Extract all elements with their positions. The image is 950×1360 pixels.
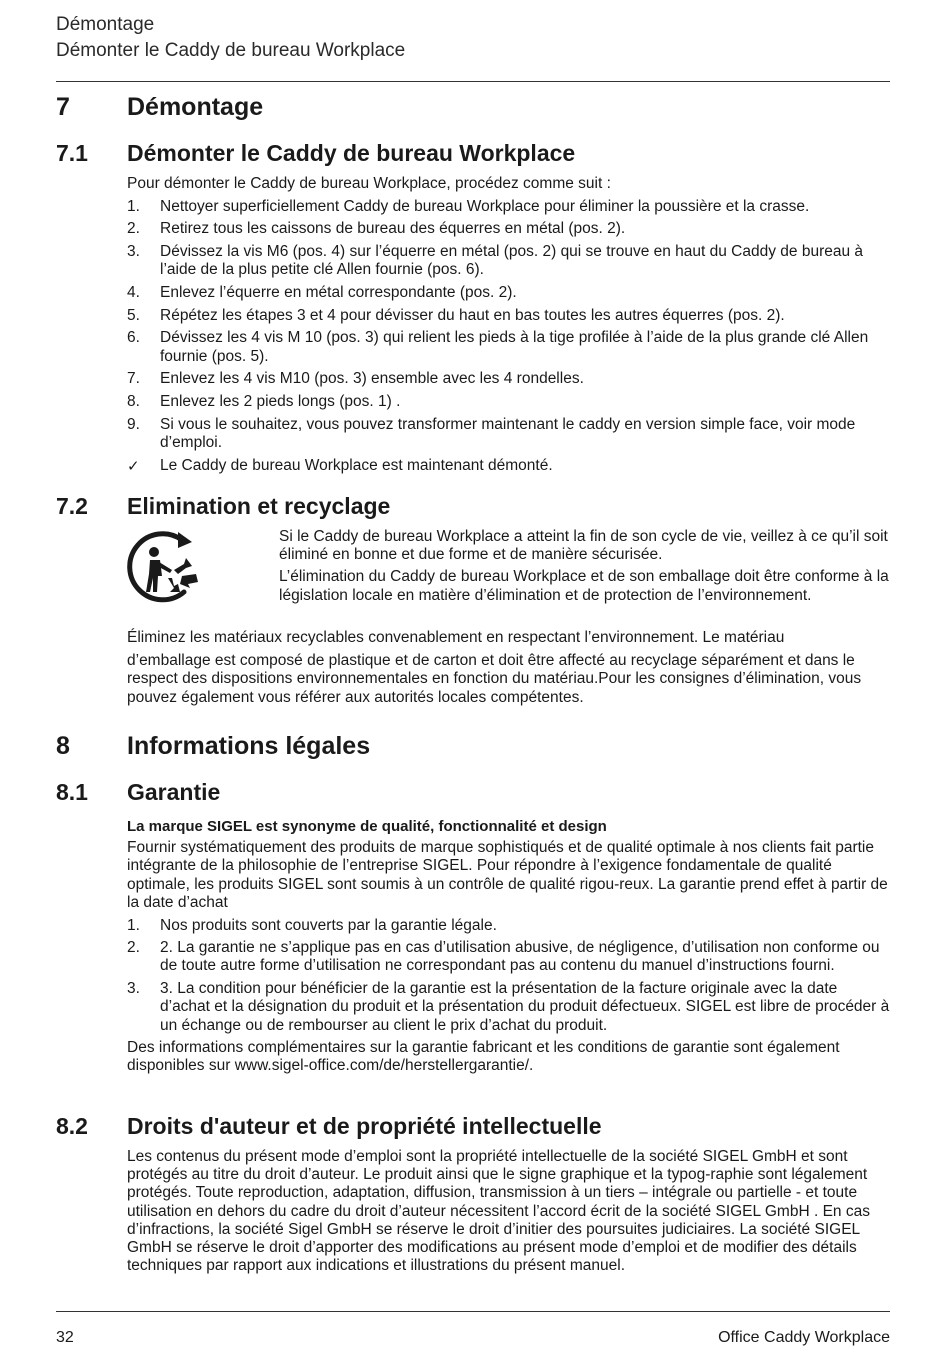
- step-number: 3.: [127, 243, 140, 261]
- section-8-2-body: [127, 1148, 891, 1275]
- item-text: 3. La condition pour bénéficier de la garantie est la présentation de la facture originale avec la date d’achat et la désignation du produit et la présentation du produit défectueux. SIGEL est libre de procéder à un échange ou de rembourser au client le prix d’achat du produit.: [160, 980, 890, 1034]
- step-text: Répétez les étapes 3 et 4 pour dévisser du haut en bas toutes les autres équerres (pos. 2).: [160, 306, 785, 324]
- recycling-paragraph-2: d’emballage est composé de plastique et de carton et doit être affecté au recyclage séparément et dans le respect des dispositions environnementales en fonction du matériau.Pour les consignes d’élimination, vous pouvez également vous référer aux autorités locales compétentes.: [127, 652, 862, 706]
- disassembly-steps: [127, 198, 891, 452]
- list-item: [127, 329, 891, 365]
- guarantee-list: [127, 917, 891, 1035]
- step-number: 4.: [127, 284, 140, 302]
- intro-text: Pour démonter le Caddy de bureau Workplace, procédez comme suit :: [127, 175, 611, 192]
- step-number: 8.: [127, 393, 140, 411]
- step-number: 1.: [127, 197, 140, 215]
- result-line: [127, 457, 891, 475]
- list-item: [127, 393, 891, 411]
- step-number: 5.: [127, 306, 140, 324]
- section-number: 7.2: [56, 493, 88, 519]
- chapter-title: Informations légales: [127, 732, 371, 760]
- header-rule: [56, 81, 890, 82]
- step-text: Enlevez les 4 vis M10 (pos. 3) ensemble avec les 4 rondelles.: [160, 370, 584, 388]
- list-item: [127, 939, 891, 975]
- step-number: 2.: [127, 220, 140, 238]
- list-item: [127, 243, 891, 279]
- section-number: 7.1: [56, 140, 88, 166]
- step-text: Si vous le souhaitez, vous pouvez transformer maintenant le caddy en version simple face, voir mode d’emploi.: [160, 415, 856, 451]
- step-text: Enlevez l’équerre en métal correspondante (pos. 2).: [160, 284, 517, 302]
- step-text: Dévissez la vis M6 (pos. 4) sur l’équerre en métal (pos. 2) qui se trouve en haut du Caddy de bureau à l’aide de la plus petite clé Allen fournie (pos. 6).: [160, 243, 864, 279]
- list-item: [127, 917, 891, 935]
- step-number: 6.: [127, 329, 140, 347]
- chapter-number: 8: [56, 732, 70, 760]
- item-text: 2. La garantie ne s’applique pas en cas d’utilisation abusive, de négligence, d’utilisation non conforme ou de toute autre forme d’utilisation ne correspondant pas au contenu du manuel d’instructions fourni.: [160, 939, 880, 975]
- list-item: [127, 307, 891, 325]
- footer-rule: [56, 1311, 890, 1312]
- item-text: Nos produits sont couverts par la garantie légale.: [160, 916, 497, 934]
- disposal-notice: [279, 528, 891, 605]
- list-item: [127, 284, 891, 302]
- section-title: Elimination et recyclage: [127, 493, 391, 519]
- chapter-title: Démontage: [127, 93, 264, 121]
- section-7-1-body: [127, 175, 891, 475]
- copyright-paragraph: Les contenus du présent mode d’emploi sont la propriété intellectuelle de la société SIGEL GmbH et sont protégés au titre du droit d’auteur. Le produit ainsi que le signe graphique et la typog-raphie sont légalement protégés. Toute reproduction, adaptation, diffusion, transmission à un tiers – intégrale ou partielle - et toute utilisation en dehors du cadre du droit d’auteur nécessitent l’accord écrit de la société SIGEL GmbH . En cas d’infractions, la société Sigel GmbH se réserve le droit d’initier des poursuites judiciaires. La société SIGEL GmbH se réserve le droit d’apporter des modifications au présent mode d’emploi et de modifier des détails techniques par rapport aux indications et illustrations du présent manuel.: [127, 1148, 870, 1275]
- disposal-paragraph-1: Si le Caddy de bureau Workplace a atteint la fin de son cycle de vie, veillez à ce qu’il soit éliminé en bonne et due forme et de manière sécurisée.: [279, 528, 888, 564]
- running-header: [56, 12, 405, 64]
- recycling-text: [127, 629, 891, 707]
- guarantee-paragraph: Fournir systématiquement des produits de marque sophistiqués et de qualité optimale à nos clients fait partie intégrante de la philosophie de l’entreprise SIGEL. Pour répondre à l’exigence fondamentale de qualité optimale, les produits SIGEL sont soumis à un contrôle de qualité rigou-reux. La garantie prend effet à partir de la date d’achat: [127, 839, 888, 911]
- step-number: 7.: [127, 370, 140, 388]
- guarantee-more-info: Des informations complémentaires sur la garantie fabricant et les conditions de garantie sont également disponibles sur www.sigel-office.com/de/herstellergarantie/.: [127, 1038, 840, 1074]
- running-header-chapter: Démontage: [56, 14, 155, 35]
- list-item: [127, 980, 891, 1035]
- item-number: 1.: [127, 916, 140, 934]
- section-title: Démonter le Caddy de bureau Workplace: [127, 140, 576, 166]
- step-text: Nettoyer superficiellement Caddy de bureau Workplace pour éliminer la poussière et la crasse.: [160, 197, 810, 215]
- section-title: Droits d'auteur et de propriété intellectuelle: [127, 1113, 602, 1139]
- running-header-section: Démonter le Caddy de bureau Workplace: [56, 40, 406, 61]
- step-text: Retirez tous les caissons de bureau des équerres en métal (pos. 2).: [160, 220, 626, 238]
- list-item: [127, 416, 891, 452]
- recycling-paragraph-1: Éliminez les matériaux recyclables convenablement en respectant l’environnement. Le matériau: [127, 629, 785, 646]
- list-item: [127, 370, 891, 388]
- section-8-1-body: [127, 818, 891, 1075]
- item-number: 3.: [127, 980, 140, 998]
- chapter-number: 7: [56, 93, 70, 121]
- triman-recycling-icon: [126, 530, 202, 604]
- item-number: 2.: [127, 939, 140, 957]
- section-number: 8.1: [56, 779, 88, 805]
- step-text: Dévissez les 4 vis M 10 (pos. 3) qui relient les pieds à la tige profilée à l’aide de la plus grande clé Allen fournie (pos. 5).: [160, 329, 869, 365]
- list-item: [127, 220, 891, 238]
- disposal-paragraph-2: L’élimination du Caddy de bureau Workplace et de son emballage doit être conforme à la législation locale en matière d’élimination et de protection de l’environnement.: [279, 568, 889, 604]
- guarantee-subheading: La marque SIGEL est synonyme de qualité, fonctionnalité et design: [127, 818, 607, 835]
- check-icon: ✓: [127, 456, 140, 475]
- section-title: Garantie: [127, 779, 221, 805]
- result-text: Le Caddy de bureau Workplace est maintenant démonté.: [160, 456, 553, 474]
- step-number: 9.: [127, 415, 140, 433]
- step-text: Enlevez les 2 pieds longs (pos. 1) .: [160, 393, 401, 411]
- page-number: 32: [56, 1329, 74, 1346]
- product-name: Office Caddy Workplace: [718, 1329, 890, 1346]
- section-number: 8.2: [56, 1113, 88, 1139]
- list-item: [127, 198, 891, 216]
